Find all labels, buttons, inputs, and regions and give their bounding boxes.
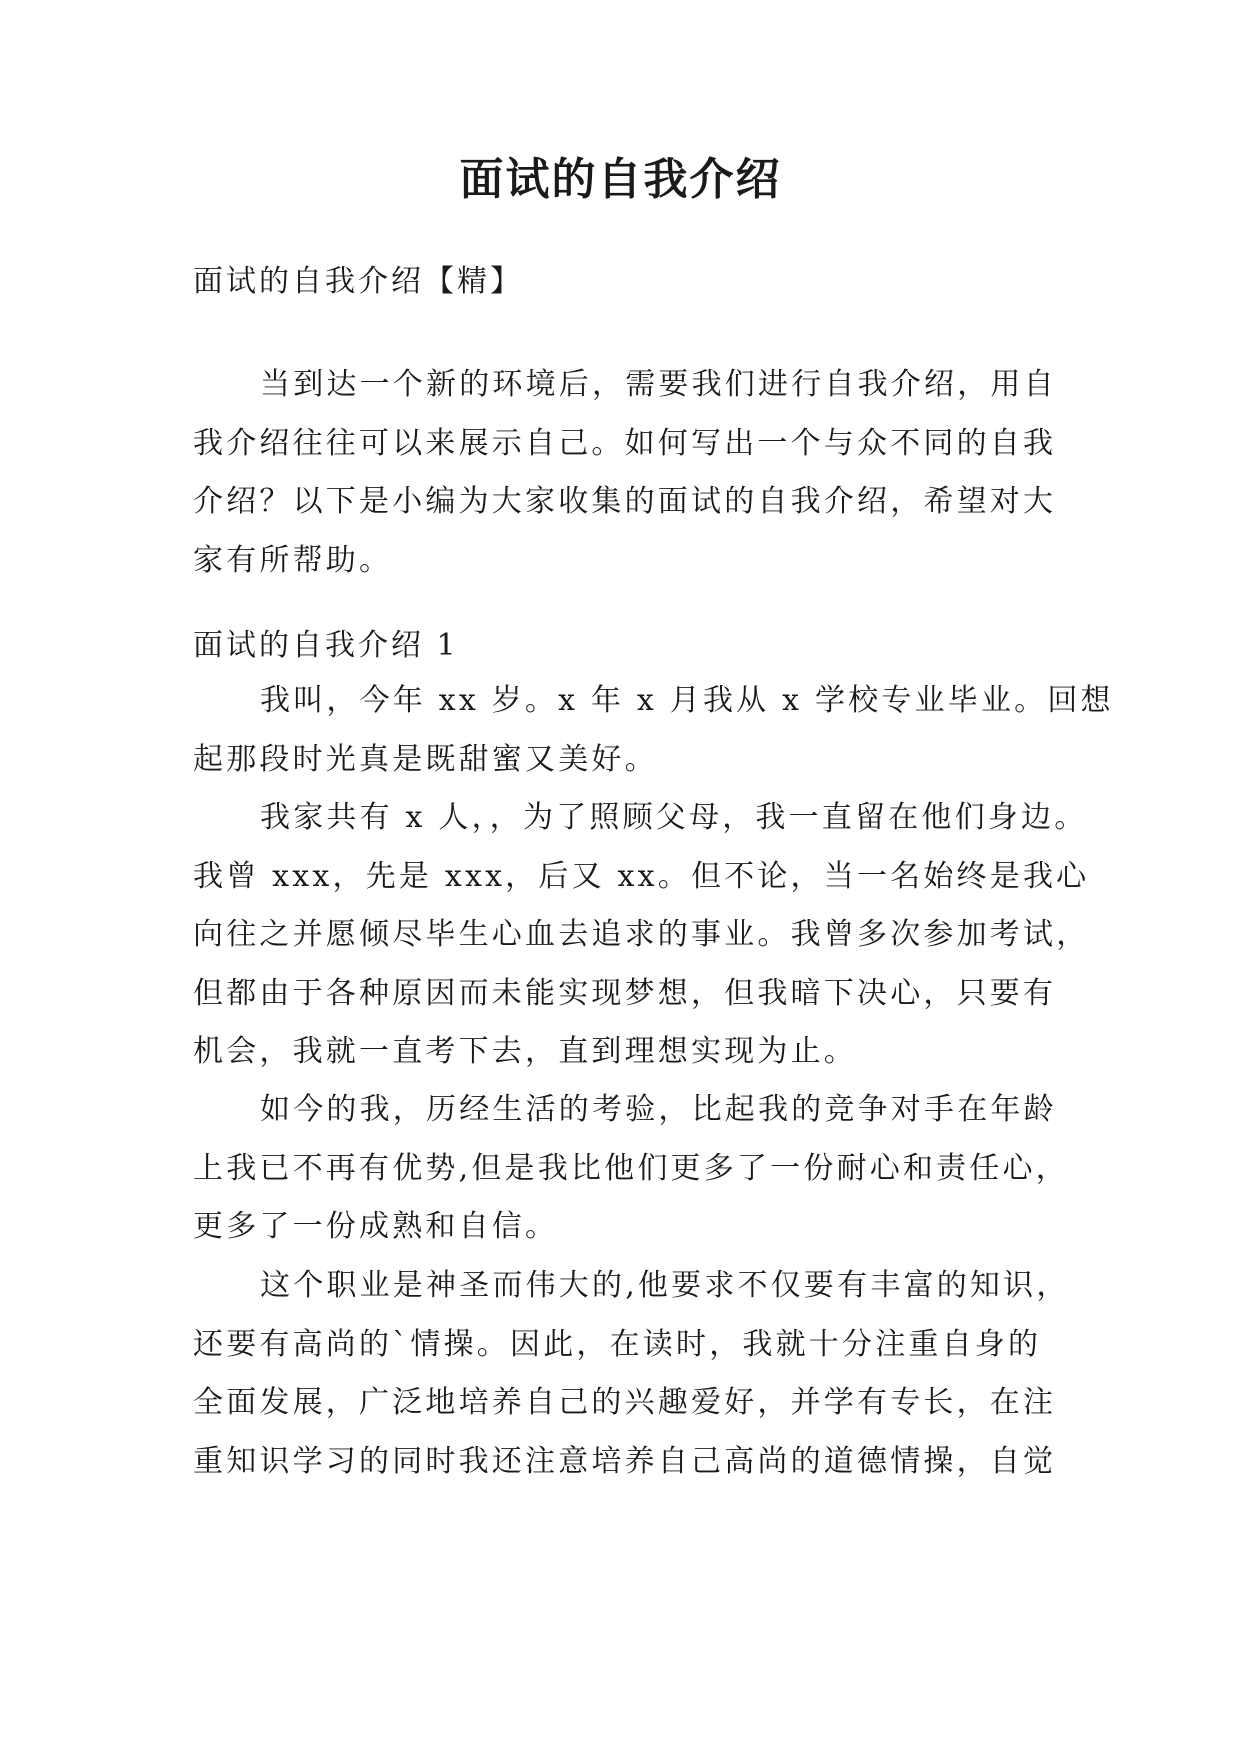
section-heading: 面试的自我介绍 1 (193, 628, 459, 663)
section1-paragraph-2 (193, 789, 1090, 1082)
text-line: 重知识学习的同时我还注意培养自己高尚的道德情操，自觉 (193, 1443, 1057, 1479)
text-line: 更多了一份成熟和自信。 (193, 1209, 559, 1244)
text-line: 我曾 xxx，先是 xxx，后又 xx。但不论，当一名始终是我心 (193, 858, 1090, 894)
section1-paragraph-3 (193, 1081, 1069, 1257)
text-line: 起那段时光真是既甜蜜又美好。 (193, 741, 658, 777)
text-line: 我介绍往往可以来展示自己。如何写出一个与众不同的自我 (193, 425, 1057, 461)
text-line: 如今的我，历经生活的考验，比起我的竞争对手在年龄 (260, 1092, 1057, 1127)
text-line: 我叫，今年 xx 岁。x 年 x 月我从 x 学校专业毕业。回想 (260, 683, 1114, 718)
text-line: 但都由于各种原因而未能实现梦想，但我暗下决心，只要有 (193, 975, 1057, 1011)
text-line: 向往之并愿倾尽毕生心血去追求的事业。我曾多次参加考试， (193, 917, 1090, 952)
section1-paragraph-1 (193, 672, 1114, 789)
intro-paragraph (193, 356, 1063, 590)
text-line: 上我已不再有优势,但是我比他们更多了一份耐心和责任心， (193, 1150, 1069, 1186)
text-line: 我家共有 x 人，，为了照顾父母，我一直留在他们身边。 (260, 800, 1088, 835)
text-line: 全面发展，广泛地培养自己的兴趣爱好，并学有专长，在注 (193, 1385, 1057, 1420)
text-line: 这个职业是神圣而伟大的,他要求不仅要有丰富的知识， (260, 1268, 1070, 1303)
text-line: 当到达一个新的环境后，需要我们进行自我介绍，用自 (260, 367, 1057, 402)
document-title: 面试的自我介绍 (459, 154, 782, 205)
text-line: 还要有高尚的`情操。因此，在读时，我就十分注重自身的 (193, 1326, 1042, 1362)
text-line: 家有所帮助。 (193, 542, 393, 578)
section1-paragraph-4 (193, 1257, 1070, 1491)
document-subtitle: 面试的自我介绍【精】 (193, 264, 523, 299)
text-line: 机会，我就一直考下去，直到理想实现为止。 (193, 1034, 857, 1069)
text-line: 介绍？以下是小编为大家收集的面试的自我介绍，希望对大 (193, 484, 1057, 519)
